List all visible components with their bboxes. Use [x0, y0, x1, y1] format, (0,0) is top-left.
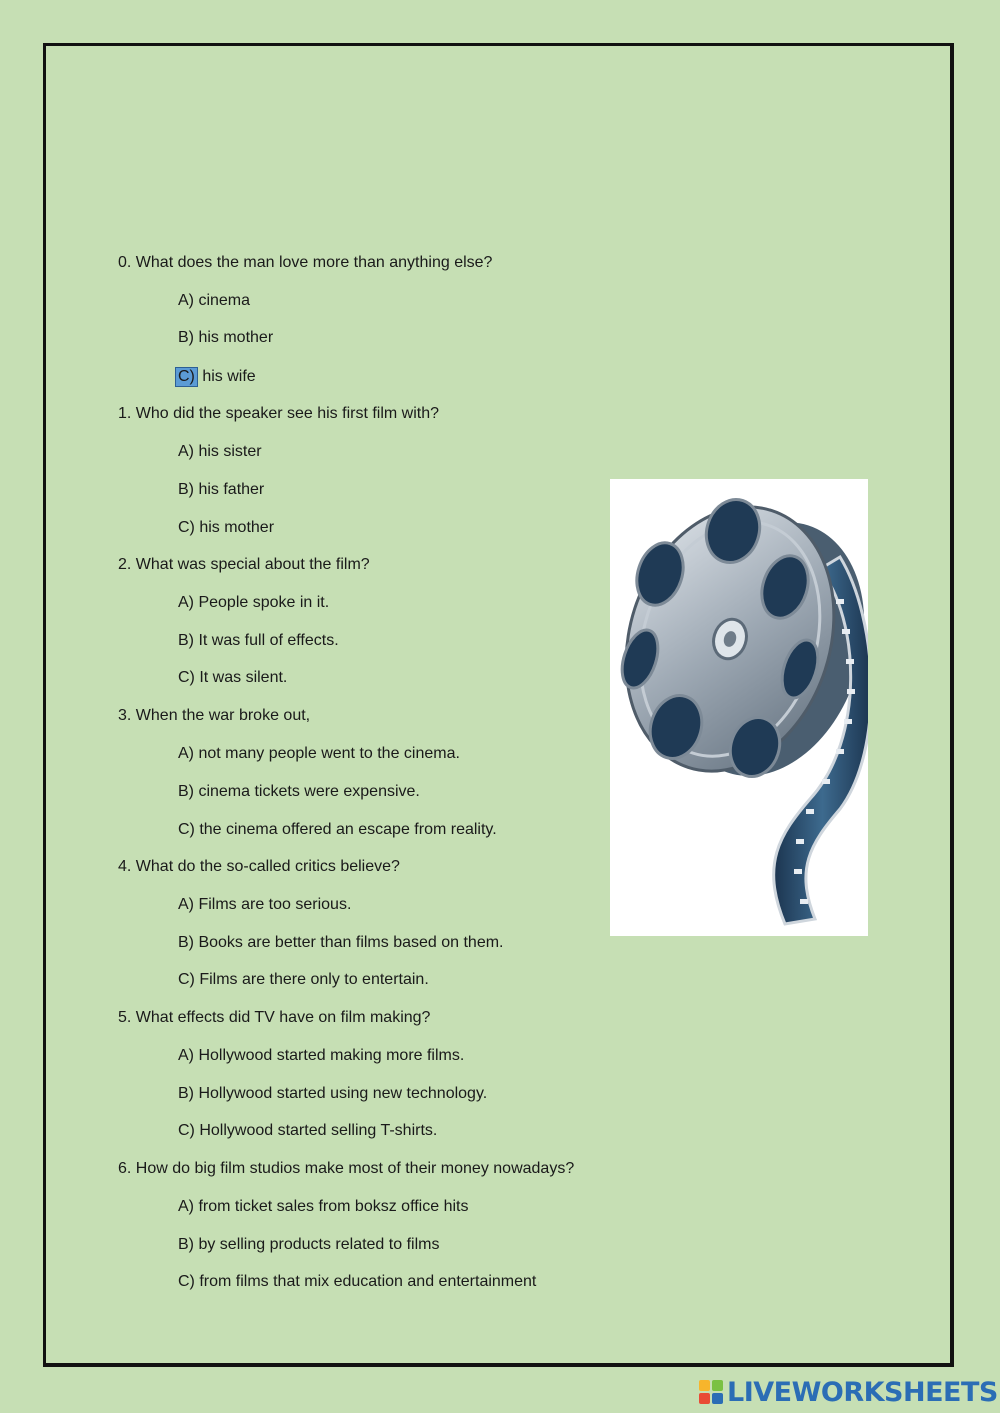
film-reel-image: [610, 479, 868, 936]
q6-option-c[interactable]: C) from films that mix education and entertainment: [178, 1273, 537, 1290]
q5-option-c[interactable]: C) Hollywood started selling T-shirts.: [178, 1122, 438, 1139]
question-1: 1. Who did the speaker see his first film with?: [118, 405, 440, 422]
q0-option-b[interactable]: B) his mother: [178, 329, 274, 346]
q5-option-a[interactable]: A) Hollywood started making more films.: [178, 1047, 465, 1064]
q3-option-b[interactable]: B) cinema tickets were expensive.: [178, 783, 420, 800]
q4-option-a[interactable]: A) Films are too serious.: [178, 896, 352, 913]
q2-option-c[interactable]: C) It was silent.: [178, 669, 288, 686]
q0-option-a[interactable]: A) cinema: [178, 292, 251, 309]
q4-option-c[interactable]: C) Films are there only to entertain.: [178, 971, 429, 988]
q1-option-a[interactable]: A) his sister: [178, 443, 262, 460]
q5-option-b[interactable]: B) Hollywood started using new technology.: [178, 1085, 488, 1102]
q3-option-a[interactable]: A) not many people went to the cinema.: [178, 745, 460, 762]
q1-option-c[interactable]: C) his mother: [178, 519, 275, 536]
question-4: 4. What do the so-called critics believe?: [118, 858, 400, 875]
q6-option-b[interactable]: B) by selling products related to films: [178, 1236, 440, 1253]
q0-option-c-label: his wife: [202, 368, 256, 385]
q3-option-c[interactable]: C) the cinema offered an escape from reality.: [178, 821, 497, 838]
answer-box[interactable]: C): [175, 367, 198, 387]
q2-option-a[interactable]: A) People spoke in it.: [178, 594, 330, 611]
question-6: 6. How do big film studios make most of their money nowadays?: [118, 1160, 575, 1177]
liveworksheets-brand-text: LIVEWORKSHEETS: [727, 1376, 998, 1408]
question-5: 5. What effects did TV have on film making?: [118, 1009, 431, 1026]
question-2: 2. What was special about the film?: [118, 556, 370, 573]
q2-option-b[interactable]: B) It was full of effects.: [178, 632, 339, 649]
question-3: 3. When the war broke out,: [118, 707, 311, 724]
q4-option-b[interactable]: B) Books are better than films based on them.: [178, 934, 504, 951]
q1-option-b[interactable]: B) his father: [178, 481, 265, 498]
q0-option-c[interactable]: [178, 367, 256, 387]
q6-option-a[interactable]: A) from ticket sales from boksz office hits: [178, 1198, 469, 1215]
film-reel-icon: [610, 479, 868, 936]
liveworksheets-logo-icon: [698, 1378, 724, 1406]
liveworksheets-logo[interactable]: [698, 1376, 998, 1408]
question-0: 0. What does the man love more than anything else?: [118, 254, 493, 271]
